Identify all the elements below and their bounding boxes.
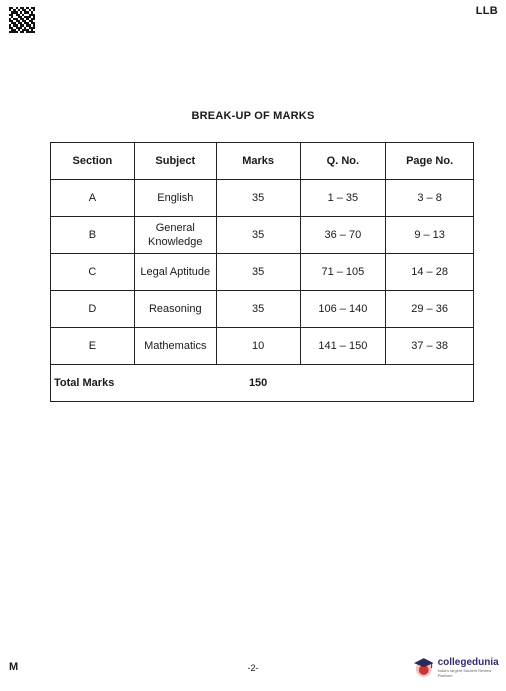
table-row xyxy=(51,180,474,217)
brand-tagline: India's largest Student Review Platform xyxy=(437,667,492,678)
header-qno: Q. No. xyxy=(300,143,386,180)
cell-qno: 106 – 140 xyxy=(300,291,386,328)
cell-marks: 35 xyxy=(216,180,300,217)
cell-marks: 10 xyxy=(216,328,300,365)
cell-marks: 35 xyxy=(216,254,300,291)
header-subject: Subject xyxy=(134,143,216,180)
table-header-row xyxy=(51,143,474,180)
table-row xyxy=(51,328,474,365)
table-row xyxy=(51,291,474,328)
cell-subject: Mathematics xyxy=(134,328,216,365)
cell-page: 3 – 8 xyxy=(386,180,474,217)
page-number: -2- xyxy=(247,663,259,673)
cell-section: A xyxy=(51,180,135,217)
cell-section: C xyxy=(51,254,135,291)
cell-qno: 141 – 150 xyxy=(300,328,386,365)
graduation-cap-icon xyxy=(412,655,436,679)
cell-section: B xyxy=(51,217,135,254)
cell-marks: 35 xyxy=(216,291,300,328)
cell-qno: 71 – 105 xyxy=(300,254,386,291)
footer-series-letter: M xyxy=(9,661,19,673)
qr-code-icon xyxy=(9,7,35,33)
cell-qno: 36 – 70 xyxy=(300,217,386,254)
cell-section: E xyxy=(51,328,135,365)
cell-marks: 35 xyxy=(216,217,300,254)
header-marks: Marks xyxy=(216,143,300,180)
cell-page: 14 – 28 xyxy=(386,254,474,291)
total-blank-cell xyxy=(300,365,386,402)
cell-subject: General Knowledge xyxy=(134,217,216,254)
paper-code: LLB xyxy=(475,5,498,17)
cell-subject: Legal Aptitude xyxy=(134,254,216,291)
table-row xyxy=(51,217,474,254)
header-page: Page No. xyxy=(386,143,474,180)
total-marks-value: 150 xyxy=(216,365,300,402)
cell-page: 29 – 36 xyxy=(386,291,474,328)
cell-section: D xyxy=(51,291,135,328)
total-row xyxy=(51,365,474,402)
cell-subject: Reasoning xyxy=(134,291,216,328)
cell-page: 37 – 38 xyxy=(386,328,474,365)
brand-name: collegedunia xyxy=(437,656,499,668)
total-blank-cell xyxy=(386,365,474,402)
brand-logo xyxy=(412,655,506,679)
page-title: BREAK-UP OF MARKS xyxy=(191,110,315,122)
marks-table xyxy=(50,142,474,402)
header-section: Section xyxy=(51,143,135,180)
table-row xyxy=(51,254,474,291)
total-marks-label: Total Marks xyxy=(51,365,217,402)
cell-subject: English xyxy=(134,180,216,217)
cell-qno: 1 – 35 xyxy=(300,180,386,217)
cell-page: 9 – 13 xyxy=(386,217,474,254)
